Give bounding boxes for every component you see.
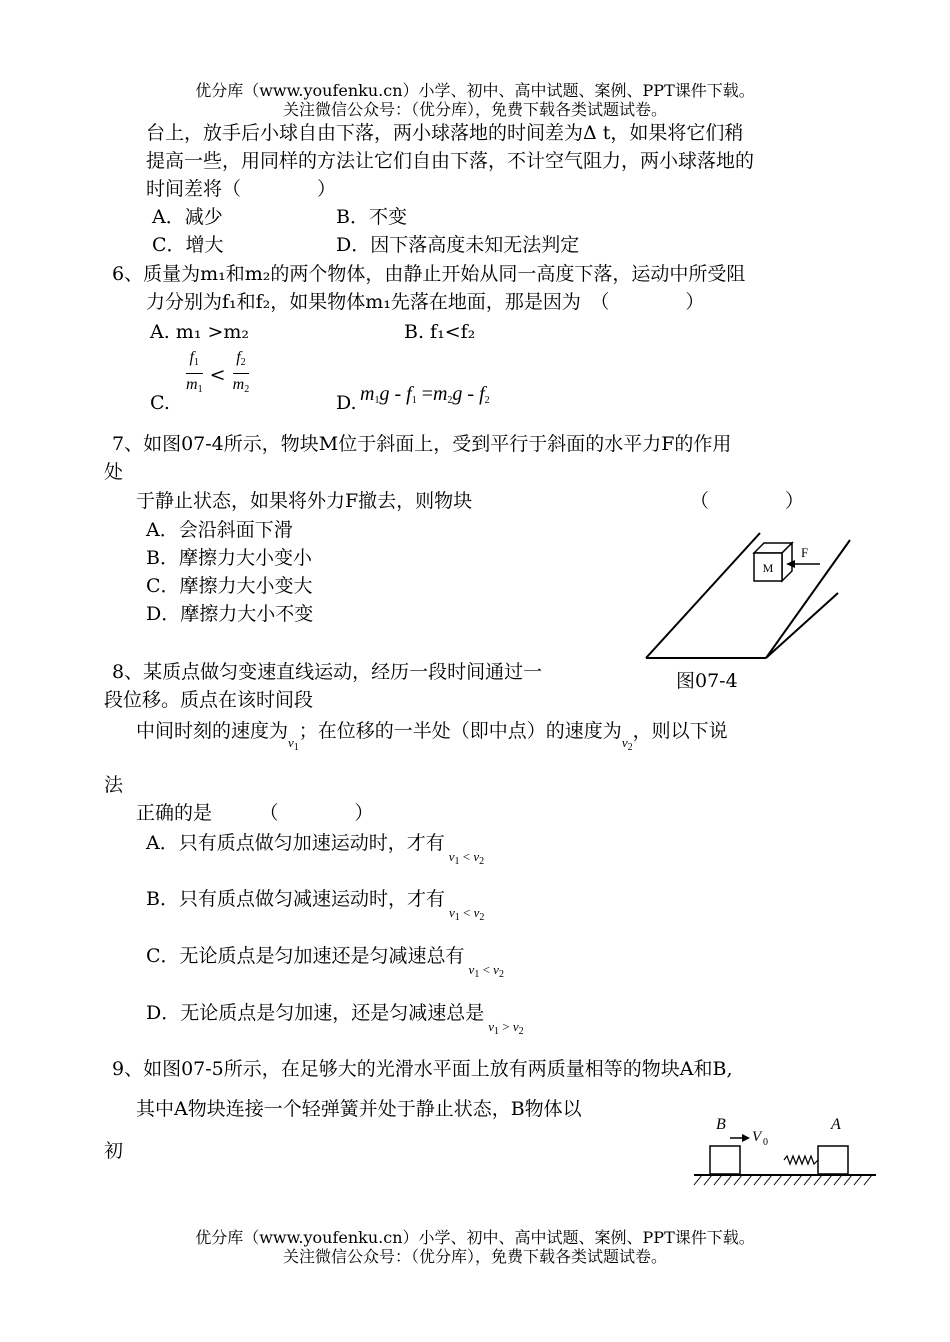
spring	[784, 1156, 818, 1164]
q7-answer-paren: （ ）	[690, 490, 805, 512]
ground-hatching	[694, 1175, 872, 1185]
q9-line-1: 9、如图07-5所示，在足够大的光滑水平面上放有两质量相等的物块A和B,	[112, 1058, 733, 1080]
q7-line-1: 7、如图07-4所示，物块M位于斜面上，受到平行于斜面的水平力F的作用	[112, 433, 732, 455]
q6-option-a: A. m₁ >m₂	[150, 321, 250, 343]
block-b-label: B	[716, 1116, 726, 1133]
q6-option-c-formula: $\frac{f_1}{m_1}$ < $\frac{f_2}{m_2}$	[186, 348, 249, 401]
q9-line-2: 其中A物块连接一个轻弹簧并处于静止状态，B物体以	[136, 1098, 582, 1120]
q8-line-1: 8、某质点做匀变速直线运动，经历一段时间通过一	[112, 661, 543, 683]
q7-line-1b: 处	[104, 461, 124, 483]
q6-option-d-formula: $m_1g - f_1 =m_2g - f_2$	[360, 383, 490, 406]
fraction-f1-m1: $\frac{f_1}{m_1}$	[186, 349, 203, 395]
velocity-subscript: 0	[763, 1137, 768, 1148]
q7-option-d: D．摩擦力大小不变	[146, 603, 314, 625]
force-f-label: F	[801, 545, 809, 560]
q8-line-2: 中间时刻的速度为$_{v_1}$；在位移的一半处（即中点）的速度为$_{v_2}$，则以下说	[136, 720, 728, 753]
q5-option-b: B．不变	[336, 206, 407, 228]
velocity-label: V	[752, 1129, 762, 1145]
q5-line-2: 提高一些，用同样的方法让它们自由下落，不计空气阻力，两小球落地的	[146, 150, 755, 172]
q7-option-c: C．摩擦力大小变大	[146, 575, 313, 597]
q5-option-c: C．增大	[152, 234, 224, 256]
footer-line-2: 关注微信公众号：（优分库），免费下载各类试题试卷。	[282, 1247, 667, 1266]
block-a-label: A	[831, 1116, 841, 1133]
header-line-1: 优分库（www.youfenku.cn）小学、初中、高中试题、案例、PPT课件下载。	[195, 81, 755, 100]
block-b	[710, 1146, 740, 1174]
q8-line-3: 法	[104, 774, 124, 796]
incline-back-edge	[646, 533, 760, 658]
q6-line-2: 力分别为f₁和f₂，如果物体m₁先落在地面，那是因为 （ ）	[146, 291, 705, 313]
incline-inner-edge	[766, 593, 838, 658]
q6-option-b: B. f₁<f₂	[404, 321, 476, 343]
q6-option-d-label: D.	[336, 392, 357, 414]
q5-option-d: D．因下落高度未知无法判定	[336, 234, 580, 256]
q8-line-4: 正确的是 （ ）	[136, 802, 374, 824]
q5-option-a: A．减少	[152, 206, 223, 228]
q8-option-b: B．只有质点做匀减速运动时，才有$_{v_1 < v_2}$	[146, 888, 485, 923]
q5-line-3: 时间差将（ ）	[146, 178, 337, 200]
velocity-arrowhead	[742, 1134, 750, 1142]
header-line-2: 关注微信公众号：（优分库），免费下载各类试题试卷。	[282, 100, 667, 119]
q7-line-2: 于静止状态，如果将外力F撤去，则物块	[136, 490, 473, 512]
q7-option-a: A．会沿斜面下滑	[146, 519, 293, 541]
fraction-f2-m2: $\frac{f_2}{m_2}$	[232, 349, 250, 395]
footer-line-1: 优分库（www.youfenku.cn）小学、初中、高中试题、案例、PPT课件下载。	[195, 1228, 755, 1247]
block-a	[818, 1146, 848, 1174]
q9-line-3: 初	[104, 1140, 124, 1162]
figure-07-4-caption: 图07-4	[676, 670, 738, 692]
block-m-label: M	[762, 561, 774, 575]
figure-07-4-incline	[640, 525, 860, 665]
q6-line-1: 6、质量为m₁和m₂的两个物体，由静止开始从同一高度下落，运动中所受阻	[112, 263, 746, 285]
figure-07-5-blocks	[688, 1108, 883, 1190]
q7-option-b: B．摩擦力大小变小	[146, 547, 312, 569]
q8-option-c: C．无论质点是匀加速还是匀减速总有$_{v_1 < v_2}$	[146, 945, 504, 980]
q6-option-c-label: C.	[150, 392, 170, 414]
q8-option-a: A．只有质点做匀加速运动时，才有$_{v_1 < v_2}$	[146, 832, 485, 867]
q8-option-d: D．无论质点是匀加速，还是匀减速总是$_{v_1 > v_2}$	[146, 1002, 524, 1037]
q8-line-1b: 段位移。质点在该时间段	[104, 689, 314, 711]
q5-line-1: 台上，放手后小球自由下落，两小球落地的时间差为Δ t，如果将它们稍	[146, 122, 744, 144]
